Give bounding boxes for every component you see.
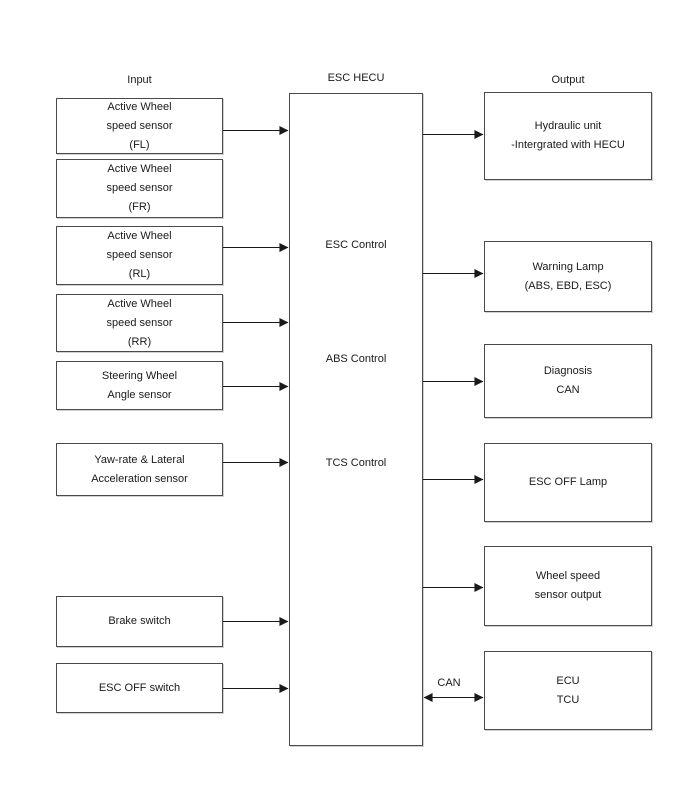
box-label-line: speed sensor: [106, 316, 173, 329]
box-label-line: Yaw-rate & Lateral: [94, 453, 185, 466]
input-box-wheel-sensor-fl: [56, 98, 223, 154]
box-label-line: ESC OFF switch: [98, 681, 181, 694]
input-box-brake-switch: [56, 596, 223, 647]
box-label-line: Angle sensor: [107, 388, 172, 401]
output-box-esc-off-lamp: [484, 443, 652, 522]
box-label-line: Warning Lamp: [532, 260, 604, 273]
box-label-line: Diagnosis: [543, 365, 593, 377]
box-label-line: ESC OFF Lamp: [528, 476, 608, 488]
output-column-header: Output: [551, 74, 585, 86]
box-label-line: Wheel speed: [535, 570, 601, 582]
output-box-hydraulic-unit: [484, 92, 652, 180]
box-label-line: -Intergrated with HECU: [511, 139, 625, 151]
box-label-line: Active Wheel: [107, 100, 172, 113]
box-label-line: Steering Wheel: [101, 369, 178, 382]
box-label-line: (FR): [128, 201, 151, 213]
output-box-wheel-speed-output: [484, 546, 652, 626]
box-label-line: Brake switch: [108, 615, 171, 627]
output-box-ecu-tcu: [484, 651, 652, 730]
box-label-line: ECU: [556, 674, 580, 687]
input-box-wheel-sensor-rl: [56, 226, 223, 285]
box-label-line: (ABS, EBD, ESC): [524, 279, 612, 292]
box-label-line: CAN: [556, 384, 580, 396]
box-label-line: Active Wheel: [107, 163, 172, 175]
input-box-wheel-sensor-fr: [56, 159, 223, 218]
input-box-yaw-rate-sensor: [56, 443, 223, 496]
box-label-line: speed sensor: [106, 249, 173, 261]
hecu-function-tcs-control: TCS Control: [325, 457, 387, 469]
input-box-esc-off-switch: [56, 663, 223, 713]
box-label-line: Acceleration sensor: [91, 472, 188, 485]
output-box-diagnosis-can: [484, 344, 652, 418]
hecu-function-esc-control: ESC Control: [325, 239, 387, 251]
box-label-line: Active Wheel: [107, 230, 172, 242]
box-label-line: speed sensor: [106, 119, 173, 132]
box-label-line: TCU: [556, 693, 580, 706]
box-label-line: speed sensor: [106, 182, 173, 194]
box-label-line: sensor output: [534, 589, 602, 601]
hecu-header: ESC HECU: [327, 72, 385, 84]
input-box-wheel-sensor-rr: [56, 294, 223, 352]
output-box-warning-lamp: [484, 241, 652, 312]
box-label-line: (RL): [128, 268, 151, 280]
box-label-line: Active Wheel: [107, 297, 172, 310]
input-box-steering-angle-sensor: [56, 361, 223, 410]
box-label-line: (RR): [127, 335, 152, 348]
box-label-line: Hydraulic unit: [534, 120, 602, 132]
can-bus-label: CAN: [437, 677, 461, 689]
box-label-line: (FL): [129, 138, 150, 151]
input-column-header: Input: [127, 74, 152, 86]
esc-hecu-box: [289, 93, 423, 746]
hecu-function-abs-control: ABS Control: [325, 353, 387, 365]
